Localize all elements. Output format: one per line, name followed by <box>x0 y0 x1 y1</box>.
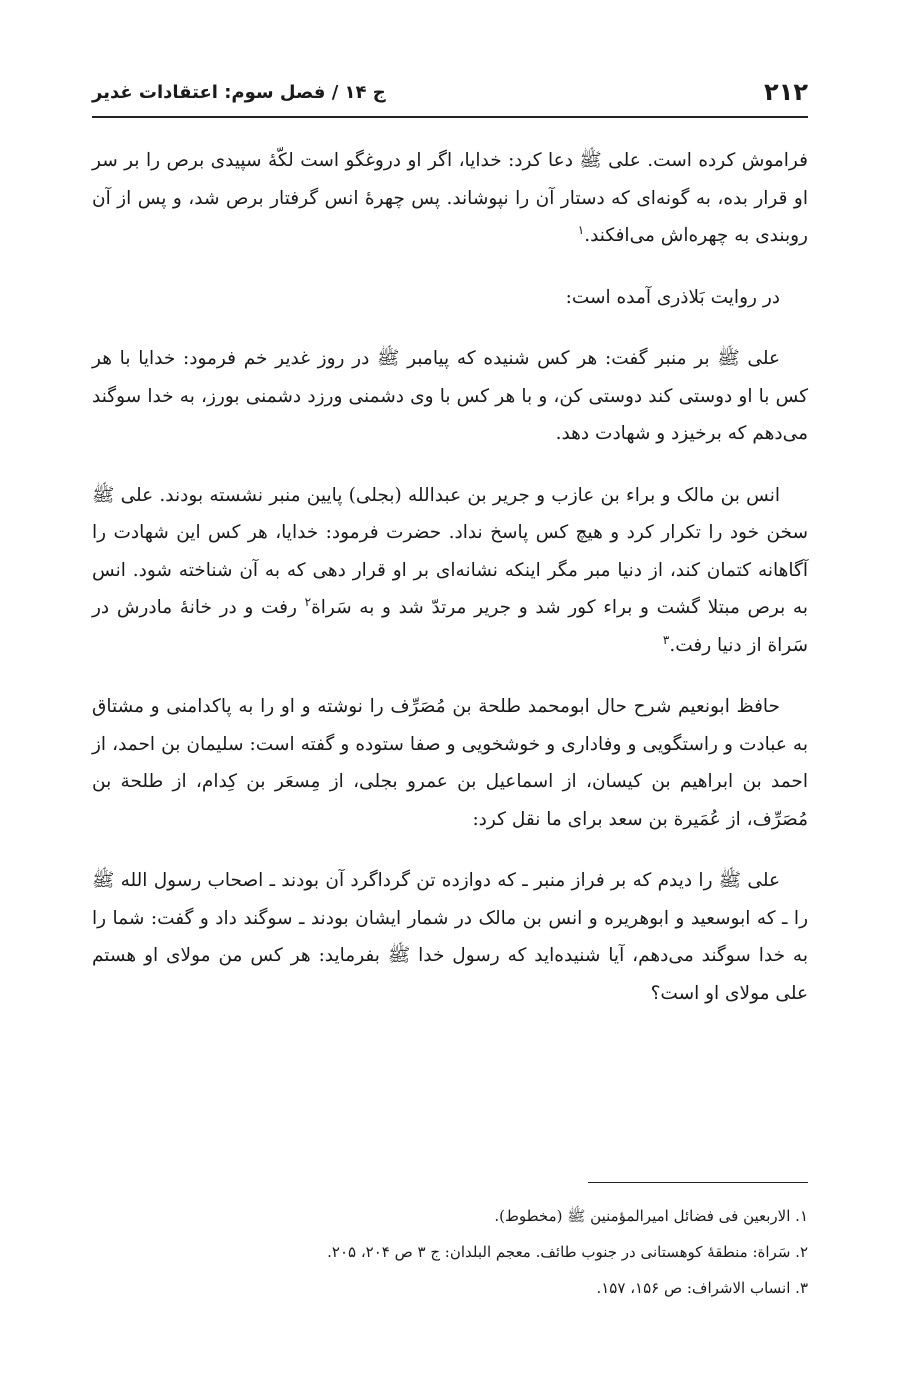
paragraph-4-text-a: انس بن مالک و براء بن عازب و جریر بن عبدالله (بجلی) پایین منبر نشسته بودند. علی ﷺ سخن خود را تکرار کرد و هیچ کس پاسخ نداد. حضرت فرمود: خدایا، هر کس این شهادت را آگاهانه کتمان کند، از دنیا مبر مگر اینکه نشانه‌ای بر او قرار دهی که به آن شناخته شود. انس به برص مبتلا گشت و براء کور شد و جریر مرتدّ شد و به سَراة <box>92 484 808 618</box>
body-text <box>92 142 808 1036</box>
paragraph-4-text-b: رفت و در خانهٔ مادرش در سَراة از دنیا رفت. <box>92 597 808 656</box>
paragraph-4 <box>92 477 808 665</box>
footnote-ref-2: ۲ <box>304 594 312 609</box>
footnote-ref-1: ۱ <box>577 222 585 237</box>
footnote-2: ۲. سَراة: منطقهٔ کوهستانی در جنوب طائف. معجم البلدان: ج ۳ ص ۲۰۴، ۲۰۵. <box>327 1243 808 1261</box>
paragraph-3: علی ﷺ بر منبر گفت: هر کس شنیده که پیامبر ﷺ در روز غدیر خم فرمود: خدایا با هر کس با او دوستی کند دوستی کن، و با هر کس با وی دشمنی ورزد دشمنی بورز، به خدا سوگند می‌دهم که برخیزد و شهادت دهد. <box>92 348 808 444</box>
page-number: ۲۱۲ <box>764 78 808 106</box>
footnote-rule <box>588 1182 808 1183</box>
paragraph-1 <box>92 142 808 255</box>
paragraph-1-text: فراموش کرده است. علی ﷺ دعا کرد: خدایا، اگر او دروغگو است لکّهٔ سپیدی برص را بر سر او قرار بده، به گونه‌ای که دستار آن را نپوشاند. پس چهرهٔ انس گرفتار برص شد، و پس از آن روبندی به چهره‌اش می‌افکند. <box>92 150 808 246</box>
running-head: ج ۱۴ / فصل سوم: اعتقادات غدیر <box>92 81 386 103</box>
footnote-ref-3: ۳ <box>662 632 670 647</box>
footnotes <box>92 1198 808 1306</box>
paragraph-2: در روایت بَلاذری آمده است: <box>565 286 780 308</box>
header-rule <box>92 116 808 118</box>
paragraph-5: حافظ ابونعیم شرح حال ابومحمد طلحة بن مُصَرِّف را نوشته و او را به پاکدامنی و مشتاق به عبادت و راستگویی و وفاداری و خوشخویی و صفا ستوده و گفته است: سلیمان بن احمد، از احمد بن ابراهیم بن کیسان، از اسماعیل بن عمرو بجلی، از مِسعَر بن کِدام، از طلحة بن مُصَرِّف، از عُمَیرة بن سعد برای ما نقل کرد: <box>92 696 808 830</box>
footnote-1: ۱. الاربعین فی فضائل امیرالمؤمنین ﷺ (مخطوط). <box>494 1207 808 1225</box>
page-header <box>92 70 808 114</box>
paragraph-6: علی ﷺ را دیدم که بر فراز منبر ـ که دوازده تن گرداگرد آن بودند ـ اصحاب رسول الله ﷺ را ـ که ابوسعید و ابوهریره و انس بن مالک در شمار ایشان بودند ـ سوگند داد و گفت: شما را به خدا سوگند می‌دهم، آیا شنیده‌اید که رسول خدا ﷺ بفرماید: هر کس من مولای او هستم علی مولای او است؟ <box>92 870 808 1004</box>
footnote-3: ۳. انساب الاشراف: ص ۱۵۶، ۱۵۷. <box>596 1279 808 1297</box>
